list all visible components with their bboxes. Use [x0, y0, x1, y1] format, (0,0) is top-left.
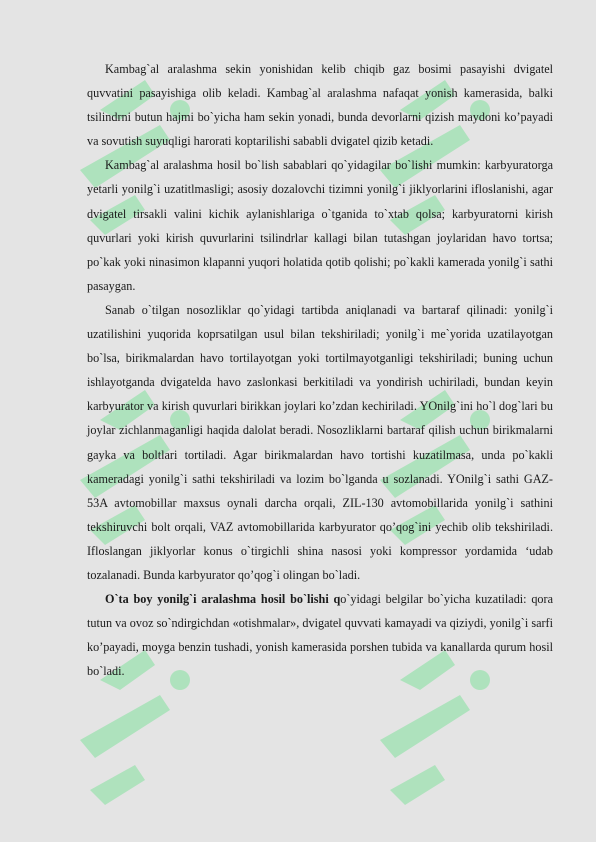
paragraph-4	[87, 587, 553, 683]
paragraph-3: Sanab o`tilgan nosozliklar qo`yidagi tartibda aniqlanadi va bartaraf qilinadi: yonilg`i uzatilishini yuqorida koprsatilgan usul bilan tekshiriladi; yonilg`i me`yorida uzatilayotgan bo`lsa, birikmalardan havo tortilayotgan yoki tortilmayotganligi tekshiriladi; buning uchun ishlayotganda dvigatelda havo zaslonkasi berkitiladi va yondirish uchiriladi, bundan keyin karbyurator va kirish quvurlari birikkan joylari ko’zdan kechiriladi. YOnilg`ini ho`l dog`lari bu joylar zichlanmaganligi haqida dalolat beradi. Nosozliklarni bartaraf qilish uchun birikmalarni gayka va boltlari tortiladi. Agar birikmalardan havo tortishi kuzatilmasa, unda po`kakli kameradagi yonilg`i sathi tekshiriladi va lozim bo`lganda u sozlanadi. YOnilg`i sathi GAZ-53A avtomobillar maxsus oynali darcha orqali, ZIL-130 avtomobillarida yonilg`i sathini tekshiruvchi bolt orqali, VAZ avtomobillarida karbyurator qo’qog`ini yechib olib tekshiriladi. Ifloslangan jiklyorlar konus o`tirgichli shina nasosi yoki kompressor yordamida ‘udab tozalanadi. Bunda karbyurator qo’qog`i olingan bo`ladi.	[87, 302, 553, 582]
paragraph-2: Kambag`al aralashma hosil bo`lish sabablari qo`yidagilar bo`lishi mumkin: karbyuratorga yetarli yonilg`i uzatitlmasligi; asosiy dozalovchi tizimni yonilg`i jiklyorlarini ifloslanishi, agar dvigatel tirsakli valini kichik aylanishlariga o`tganida to`xtab qolsa; karbyuratorni kirish quvurlari yoki kirish quvurlarini tsilindrlar kallagi bilan tutashgan joylaridan havo tortsa; po`kak yoki ninasimon klapanni yuqori holatida qotib qolishi; po`kakli kamerada yonilg`i sathi pasaygan.	[87, 158, 553, 293]
document-body	[87, 57, 553, 683]
paragraph-4-bold-lead: O`ta boy yonilg`i aralashma hosil bo`lishi q	[105, 592, 341, 607]
paragraph-1: Kambag`al aralashma sekin yonishidan kelib chiqib gaz bosimi pasayishi dvigatel quvvatini pasayishiga olib keladi. Kambag`al aralashma nafaqat yonish kamerasida, balki tsilindrni butun hajmi bo`yicha ham sekin yonadi, bunda devorlarni qizish maydoni ko’payadi va sovutish suyuqligi harorati koptarilishi sababli dvigatel qizib ketadi.	[87, 62, 553, 149]
paragraph-4-text: o`yidagi belgilar bo`yicha kuzatiladi: qora tutun va ovoz so`ndirgichdan «otishmalar», dvigatel quvvati kamayadi va qiziydi, yonilg`i sarfi ko’payadi, moyga benzin tushadi, yonish kamerasida porshen tubida va kanallarda qurum hosil bo`ladi.	[87, 592, 553, 679]
